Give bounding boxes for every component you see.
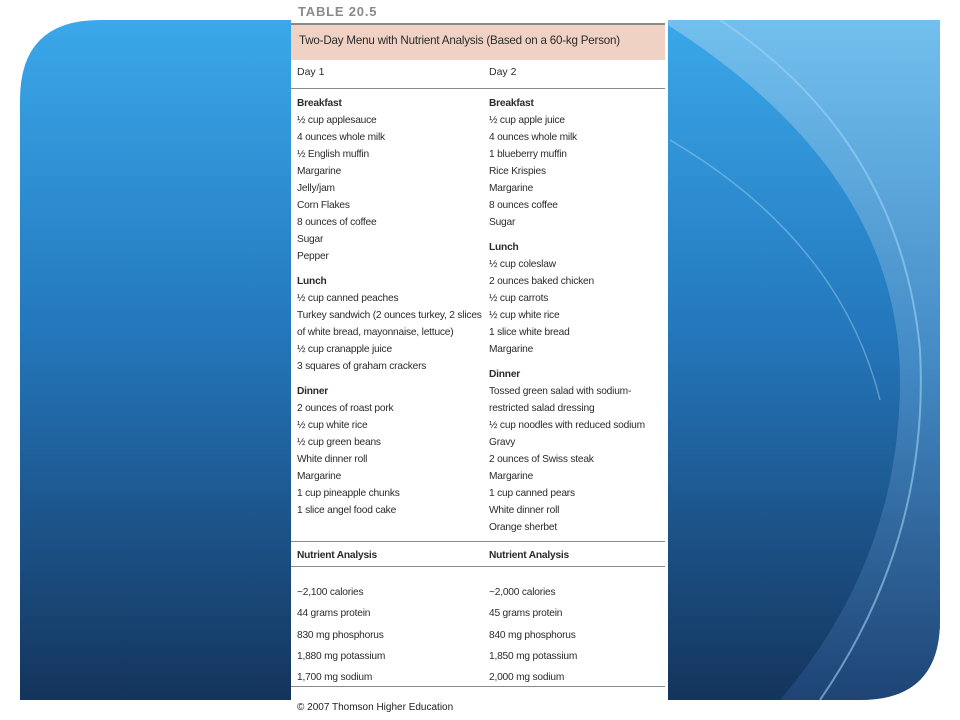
menu-item: 1 cup canned pears xyxy=(489,488,575,499)
nutrient-divider-top xyxy=(291,541,665,542)
nutrient-value: 44 grams protein xyxy=(297,608,371,620)
nutrient-divider-mid xyxy=(291,566,665,567)
nutrient-value: 2,000 mg sodium xyxy=(489,672,565,684)
nutrient-value: 45 grams protein xyxy=(489,608,563,620)
menu-item: Tossed green salad with sodium- xyxy=(489,386,632,397)
menu-item: 1 slice angel food cake xyxy=(297,505,397,516)
menu-item: ½ cup cranapple juice xyxy=(297,344,392,355)
menu-item: 3 squares of graham crackers xyxy=(297,361,427,372)
menu-item: Orange sherbet xyxy=(489,522,557,533)
section-gap xyxy=(489,231,674,239)
menu-item: ½ cup apple juice xyxy=(489,115,565,126)
menu-item: Sugar xyxy=(297,234,324,245)
nutrient-value: 1,850 mg potassium xyxy=(489,650,578,662)
menu-item: 4 ounces whole milk xyxy=(297,132,385,143)
menu-item: ½ cup canned peaches xyxy=(297,293,399,304)
nutrient-value: 1,880 mg potassium xyxy=(297,650,386,662)
section-gap xyxy=(489,358,674,366)
menu-item: Margarine xyxy=(489,471,534,482)
nutrient-value: ~2,100 calories xyxy=(297,587,364,598)
menu-item: Turkey sandwich (2 ounces turkey, 2 slices xyxy=(297,310,482,321)
menu-item: 1 cup pineapple chunks xyxy=(297,488,400,499)
menu-item: ½ cup green beans xyxy=(297,437,381,448)
day-2-heading: Day 2 xyxy=(489,66,517,78)
meal-heading: Breakfast xyxy=(297,98,342,109)
menu-item: Margarine xyxy=(489,344,534,355)
menu-item: 8 ounces coffee xyxy=(489,200,558,211)
menu-item: restricted salad dressing xyxy=(489,403,595,414)
nutrient-value: 1,700 mg sodium xyxy=(297,672,373,684)
menu-item: Margarine xyxy=(297,471,342,482)
menu-item: Corn Flakes xyxy=(297,200,350,211)
menu-item: 2 ounces of Swiss steak xyxy=(489,454,594,465)
menu-item: ½ English muffin xyxy=(297,149,369,160)
nutrient-table xyxy=(291,0,668,700)
menu-item: Pepper xyxy=(297,251,329,262)
day-1-heading: Day 1 xyxy=(297,66,325,78)
menu-item: ½ cup noodles with reduced sodium xyxy=(489,420,645,431)
menu-item: Margarine xyxy=(489,183,534,194)
menu-item: Gravy xyxy=(489,437,516,448)
menu-item: Jelly/jam xyxy=(297,183,335,194)
nutrient-value: 840 mg phosphorus xyxy=(489,629,576,641)
table-label: TABLE 20.5 xyxy=(298,4,378,19)
meal-heading: Breakfast xyxy=(489,98,534,109)
menu-item: ½ cup white rice xyxy=(297,420,368,431)
menu-item: 4 ounces whole milk xyxy=(489,132,577,143)
menu-item: ½ cup carrots xyxy=(489,293,549,304)
menu-item: Rice Krispies xyxy=(489,166,546,177)
meal-heading: Dinner xyxy=(489,369,521,380)
day-2-menu xyxy=(489,95,674,536)
menu-item: Margarine xyxy=(297,166,342,177)
day-1-menu xyxy=(297,95,482,519)
nutrient-value: 830 mg phosphorus xyxy=(297,629,384,641)
day-1-nutrients xyxy=(297,582,482,688)
menu-item: of white bread, mayonnaise, lettuce) xyxy=(297,327,454,338)
menu-item: 1 slice white bread xyxy=(489,327,570,338)
day-1-nutrient-heading: Nutrient Analysis xyxy=(297,550,378,561)
section-gap xyxy=(297,375,482,383)
menu-item: ½ cup coleslaw xyxy=(489,259,556,270)
menu-item: Sugar xyxy=(489,217,516,228)
section-gap xyxy=(297,265,482,273)
day-2-nutrient-heading: Nutrient Analysis xyxy=(489,550,570,561)
menu-item: 1 blueberry muffin xyxy=(489,149,567,160)
meal-heading: Lunch xyxy=(297,276,327,287)
menu-item: ½ cup applesauce xyxy=(297,115,377,126)
header-divider xyxy=(291,88,665,89)
menu-item: 8 ounces of coffee xyxy=(297,217,377,228)
meal-heading: Dinner xyxy=(297,386,329,397)
table-bottom-rule xyxy=(291,686,665,687)
nutrient-value: ~2,000 calories xyxy=(489,587,556,598)
meal-heading: Lunch xyxy=(489,242,519,253)
day-2-nutrients xyxy=(489,582,674,688)
copyright-notice: © 2007 Thomson Higher Education xyxy=(297,702,454,713)
table-title: Two-Day Menu with Nutrient Analysis (Based on a 60-kg Person) xyxy=(299,34,620,47)
menu-item: 2 ounces baked chicken xyxy=(489,276,594,287)
menu-item: ½ cup white rice xyxy=(489,310,560,321)
menu-item: White dinner roll xyxy=(297,454,368,465)
menu-item: 2 ounces of roast pork xyxy=(297,403,394,414)
menu-item: White dinner roll xyxy=(489,505,560,516)
table-title-bar xyxy=(291,23,665,60)
